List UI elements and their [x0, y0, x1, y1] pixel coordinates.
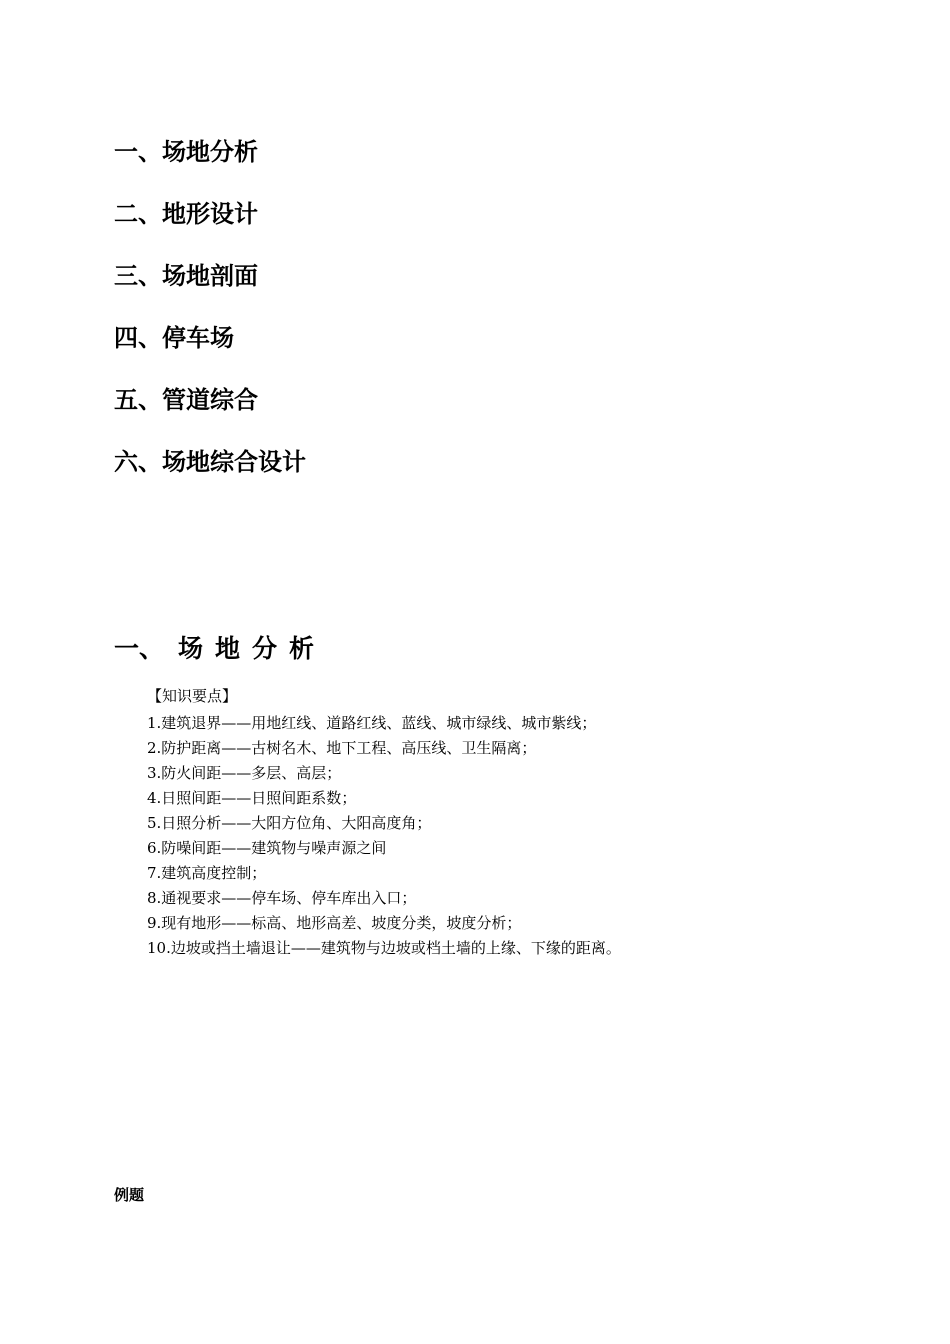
toc-item: 四、停车场	[114, 324, 234, 352]
list-item: 3.防火间距——多层、高层；	[147, 764, 342, 782]
list-item: 2.防护距离——古树名木、地下工程、高压线、卫生隔离；	[147, 739, 537, 757]
toc-item: 二、地形设计	[114, 200, 258, 228]
toc-item: 三、场地剖面	[114, 262, 258, 290]
list-item: 6.防噪间距——建筑物与噪声源之间	[147, 839, 387, 857]
toc-item: 一、场地分析	[114, 138, 258, 166]
list-item: 4.日照间距——日照间距系数；	[147, 789, 357, 807]
list-item: 5.日照分析——大阳方位角、大阳高度角；	[147, 814, 432, 832]
section-title: 场地分析	[178, 634, 327, 663]
toc-item: 五、管道综合	[114, 386, 258, 414]
example-label: 例题	[114, 1186, 145, 1204]
section-heading	[114, 634, 326, 664]
list-item: 7.建筑高度控制；	[147, 864, 267, 882]
knowledge-points-label: 【知识要点】	[147, 687, 238, 705]
list-item: 8.通视要求——停车场、停车库出入口；	[147, 889, 417, 907]
list-item: 10.边坡或挡土墙退让——建筑物与边坡或档土墙的上缘、下缘的距离。	[147, 939, 621, 957]
knowledge-points-list	[147, 711, 621, 961]
toc-item: 六、场地综合设计	[114, 448, 306, 476]
section-number: 一、	[114, 634, 165, 663]
list-item: 9.现有地形——标高、地形高差、坡度分类，坡度分析；	[147, 914, 522, 932]
list-item: 1.建筑退界——用地红线、道路红线、蓝线、城市绿线、城市紫线；	[147, 714, 597, 732]
